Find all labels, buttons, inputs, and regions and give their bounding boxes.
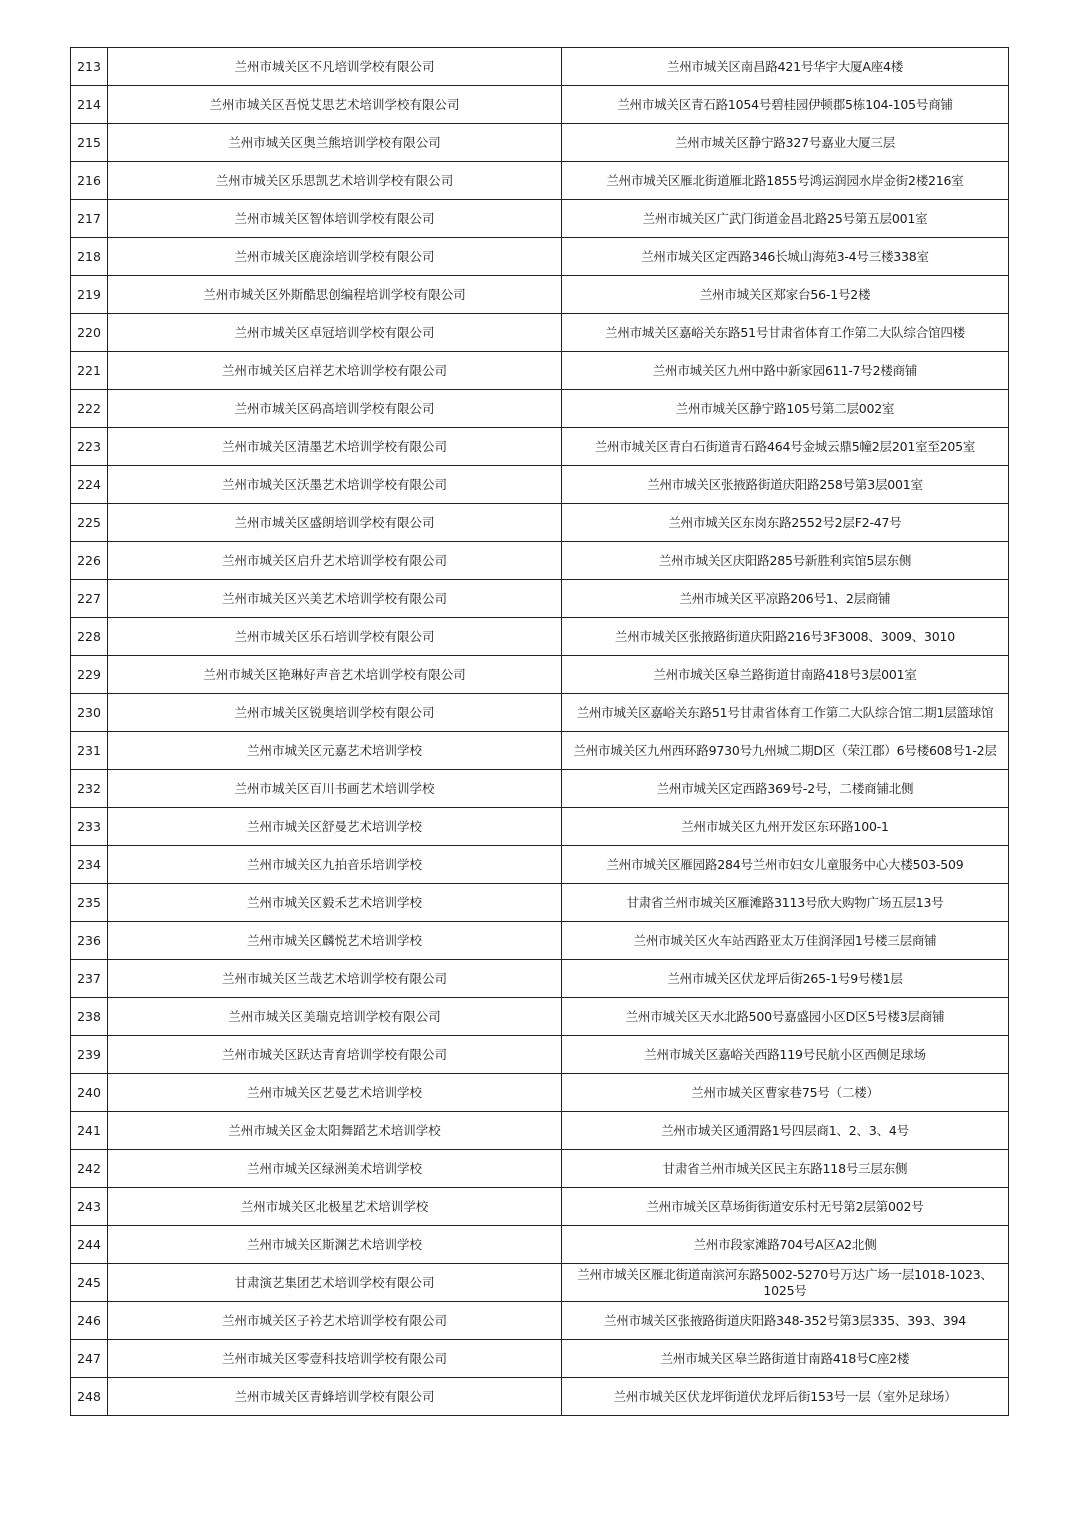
school-name-cell: 兰州市城关区启升艺术培训学校有限公司 bbox=[108, 542, 562, 580]
school-name-cell: 兰州市城关区吾悦艾思艺术培训学校有限公司 bbox=[108, 86, 562, 124]
school-address-cell: 兰州市城关区雁北街道南滨河东路5002-5270号万达广场一层1018-1023、1025号 bbox=[562, 1264, 1009, 1302]
school-address-cell: 兰州市城关区伏龙坪后街265-1号9号楼1层 bbox=[562, 960, 1009, 998]
school-name-cell: 兰州市城关区美瑞克培训学校有限公司 bbox=[108, 998, 562, 1036]
school-address-cell: 兰州市段家滩路704号A区A2北侧 bbox=[562, 1226, 1009, 1264]
row-number-cell: 216 bbox=[71, 162, 108, 200]
row-number-cell: 222 bbox=[71, 390, 108, 428]
table-row bbox=[71, 542, 1009, 580]
school-name-cell: 兰州市城关区元嘉艺术培训学校 bbox=[108, 732, 562, 770]
school-name-cell: 兰州市城关区子衿艺术培训学校有限公司 bbox=[108, 1302, 562, 1340]
school-registry-table bbox=[70, 47, 1009, 1416]
row-number-cell: 241 bbox=[71, 1112, 108, 1150]
table-row bbox=[71, 390, 1009, 428]
table-row bbox=[71, 352, 1009, 390]
school-name-cell: 兰州市城关区外斯酷思创编程培训学校有限公司 bbox=[108, 276, 562, 314]
school-name-cell: 兰州市城关区兰哉艺术培训学校有限公司 bbox=[108, 960, 562, 998]
school-name-cell: 兰州市城关区码高培训学校有限公司 bbox=[108, 390, 562, 428]
school-name-cell: 兰州市城关区鹿涂培训学校有限公司 bbox=[108, 238, 562, 276]
school-address-cell: 兰州市城关区东岗东路2552号2层F2-47号 bbox=[562, 504, 1009, 542]
school-name-cell: 兰州市城关区金太阳舞蹈艺术培训学校 bbox=[108, 1112, 562, 1150]
row-number-cell: 227 bbox=[71, 580, 108, 618]
table-row bbox=[71, 884, 1009, 922]
row-number-cell: 219 bbox=[71, 276, 108, 314]
school-address-cell: 兰州市城关区雁园路284号兰州市妇女儿童服务中心大楼503-509 bbox=[562, 846, 1009, 884]
school-address-cell: 兰州市城关区静宁路105号第二层002室 bbox=[562, 390, 1009, 428]
row-number-cell: 217 bbox=[71, 200, 108, 238]
school-address-cell: 兰州市城关区皋兰路街道甘南路418号C座2楼 bbox=[562, 1340, 1009, 1378]
school-name-cell: 兰州市城关区乐思凯艺术培训学校有限公司 bbox=[108, 162, 562, 200]
school-name-cell: 兰州市城关区百川书画艺术培训学校 bbox=[108, 770, 562, 808]
row-number-cell: 234 bbox=[71, 846, 108, 884]
row-number-cell: 223 bbox=[71, 428, 108, 466]
row-number-cell: 215 bbox=[71, 124, 108, 162]
school-name-cell: 兰州市城关区乐石培训学校有限公司 bbox=[108, 618, 562, 656]
school-address-cell: 兰州市城关区庆阳路285号新胜利宾馆5层东侧 bbox=[562, 542, 1009, 580]
table-row bbox=[71, 694, 1009, 732]
row-number-cell: 228 bbox=[71, 618, 108, 656]
row-number-cell: 213 bbox=[71, 48, 108, 86]
table-row bbox=[71, 770, 1009, 808]
school-address-cell: 兰州市城关区嘉峪关东路51号甘肃省体育工作第二大队综合馆四楼 bbox=[562, 314, 1009, 352]
school-address-cell: 兰州市城关区通渭路1号四层商1、2、3、4号 bbox=[562, 1112, 1009, 1150]
school-address-cell: 兰州市城关区张掖路街道庆阳路348-352号第3层335、393、394 bbox=[562, 1302, 1009, 1340]
school-name-cell: 兰州市城关区青蜂培训学校有限公司 bbox=[108, 1378, 562, 1416]
school-name-cell: 兰州市城关区盛朗培训学校有限公司 bbox=[108, 504, 562, 542]
school-address-cell: 甘肃省兰州市城关区民主东路118号三层东侧 bbox=[562, 1150, 1009, 1188]
registry-table-body bbox=[71, 48, 1009, 1416]
table-row bbox=[71, 732, 1009, 770]
table-row bbox=[71, 1150, 1009, 1188]
school-name-cell: 兰州市城关区启祥艺术培训学校有限公司 bbox=[108, 352, 562, 390]
table-row bbox=[71, 580, 1009, 618]
row-number-cell: 240 bbox=[71, 1074, 108, 1112]
school-address-cell: 兰州市城关区平凉路206号1、2层商铺 bbox=[562, 580, 1009, 618]
school-name-cell: 兰州市城关区麟悦艺术培训学校 bbox=[108, 922, 562, 960]
row-number-cell: 214 bbox=[71, 86, 108, 124]
school-address-cell: 兰州市城关区九州开发区东环路100-1 bbox=[562, 808, 1009, 846]
school-address-cell: 兰州市城关区雁北街道雁北路1855号鸿运润园水岸金街2楼216室 bbox=[562, 162, 1009, 200]
row-number-cell: 242 bbox=[71, 1150, 108, 1188]
row-number-cell: 244 bbox=[71, 1226, 108, 1264]
school-address-cell: 兰州市城关区曹家巷75号（二楼） bbox=[562, 1074, 1009, 1112]
school-address-cell: 兰州市城关区嘉峪关东路51号甘肃省体育工作第二大队综合馆二期1层篮球馆 bbox=[562, 694, 1009, 732]
table-row bbox=[71, 86, 1009, 124]
row-number-cell: 248 bbox=[71, 1378, 108, 1416]
row-number-cell: 243 bbox=[71, 1188, 108, 1226]
table-row bbox=[71, 200, 1009, 238]
row-number-cell: 233 bbox=[71, 808, 108, 846]
school-name-cell: 兰州市城关区兴美艺术培训学校有限公司 bbox=[108, 580, 562, 618]
school-name-cell: 兰州市城关区绿洲美术培训学校 bbox=[108, 1150, 562, 1188]
table-row bbox=[71, 466, 1009, 504]
table-row bbox=[71, 428, 1009, 466]
school-name-cell: 兰州市城关区斯渊艺术培训学校 bbox=[108, 1226, 562, 1264]
school-address-cell: 兰州市城关区天水北路500号嘉盛园小区D区5号楼3层商铺 bbox=[562, 998, 1009, 1036]
school-name-cell: 甘肃演艺集团艺术培训学校有限公司 bbox=[108, 1264, 562, 1302]
school-name-cell: 兰州市城关区卓冠培训学校有限公司 bbox=[108, 314, 562, 352]
school-name-cell: 兰州市城关区零壹科技培训学校有限公司 bbox=[108, 1340, 562, 1378]
school-address-cell: 兰州市城关区九州西环路9730号九州城二期D区（荣江郡）6号楼608号1-2层 bbox=[562, 732, 1009, 770]
school-address-cell: 兰州市城关区火车站西路亚太万佳润泽园1号楼三层商铺 bbox=[562, 922, 1009, 960]
school-address-cell: 兰州市城关区静宁路327号嘉业大厦三层 bbox=[562, 124, 1009, 162]
school-address-cell: 兰州市城关区郑家台56-1号2楼 bbox=[562, 276, 1009, 314]
table-row bbox=[71, 1036, 1009, 1074]
school-name-cell: 兰州市城关区智体培训学校有限公司 bbox=[108, 200, 562, 238]
table-row bbox=[71, 1264, 1009, 1302]
row-number-cell: 230 bbox=[71, 694, 108, 732]
school-name-cell: 兰州市城关区清墨艺术培训学校有限公司 bbox=[108, 428, 562, 466]
table-row bbox=[71, 960, 1009, 998]
table-row bbox=[71, 656, 1009, 694]
table-row bbox=[71, 1340, 1009, 1378]
table-row bbox=[71, 1074, 1009, 1112]
school-address-cell: 兰州市城关区草场街街道安乐村无号第2层第002号 bbox=[562, 1188, 1009, 1226]
row-number-cell: 236 bbox=[71, 922, 108, 960]
table-row bbox=[71, 238, 1009, 276]
table-row bbox=[71, 922, 1009, 960]
row-number-cell: 220 bbox=[71, 314, 108, 352]
school-address-cell: 兰州市城关区青白石街道青石路464号金城云鼎5幢2层201室至205室 bbox=[562, 428, 1009, 466]
row-number-cell: 235 bbox=[71, 884, 108, 922]
row-number-cell: 237 bbox=[71, 960, 108, 998]
school-name-cell: 兰州市城关区九拍音乐培训学校 bbox=[108, 846, 562, 884]
table-row bbox=[71, 48, 1009, 86]
school-name-cell: 兰州市城关区不凡培训学校有限公司 bbox=[108, 48, 562, 86]
table-row bbox=[71, 1112, 1009, 1150]
school-address-cell: 兰州市城关区青石路1054号碧桂园伊顿郡5栋104-105号商铺 bbox=[562, 86, 1009, 124]
school-name-cell: 兰州市城关区舒曼艺术培训学校 bbox=[108, 808, 562, 846]
row-number-cell: 247 bbox=[71, 1340, 108, 1378]
row-number-cell: 226 bbox=[71, 542, 108, 580]
row-number-cell: 239 bbox=[71, 1036, 108, 1074]
school-name-cell: 兰州市城关区艳琳好声音艺术培训学校有限公司 bbox=[108, 656, 562, 694]
table-row bbox=[71, 1226, 1009, 1264]
table-row bbox=[71, 276, 1009, 314]
table-row bbox=[71, 998, 1009, 1036]
row-number-cell: 246 bbox=[71, 1302, 108, 1340]
row-number-cell: 245 bbox=[71, 1264, 108, 1302]
table-row bbox=[71, 314, 1009, 352]
table-row bbox=[71, 504, 1009, 542]
table-row bbox=[71, 1302, 1009, 1340]
school-name-cell: 兰州市城关区锐奥培训学校有限公司 bbox=[108, 694, 562, 732]
school-address-cell: 兰州市城关区九州中路中新家园611-7号2楼商铺 bbox=[562, 352, 1009, 390]
row-number-cell: 229 bbox=[71, 656, 108, 694]
row-number-cell: 232 bbox=[71, 770, 108, 808]
school-name-cell: 兰州市城关区奥兰熊培训学校有限公司 bbox=[108, 124, 562, 162]
school-name-cell: 兰州市城关区北极星艺术培训学校 bbox=[108, 1188, 562, 1226]
table-row bbox=[71, 162, 1009, 200]
school-address-cell: 兰州市城关区定西路346长城山海苑3-4号三楼338室 bbox=[562, 238, 1009, 276]
school-address-cell: 兰州市城关区张掖路街道庆阳路216号3F3008、3009、3010 bbox=[562, 618, 1009, 656]
school-address-cell: 兰州市城关区张掖路街道庆阳路258号第3层001室 bbox=[562, 466, 1009, 504]
school-address-cell: 兰州市城关区伏龙坪街道伏龙坪后街153号一层（室外足球场） bbox=[562, 1378, 1009, 1416]
school-name-cell: 兰州市城关区沃墨艺术培训学校有限公司 bbox=[108, 466, 562, 504]
row-number-cell: 238 bbox=[71, 998, 108, 1036]
table-row bbox=[71, 1378, 1009, 1416]
row-number-cell: 231 bbox=[71, 732, 108, 770]
school-address-cell: 兰州市城关区定西路369号-2号，二楼商铺北侧 bbox=[562, 770, 1009, 808]
row-number-cell: 218 bbox=[71, 238, 108, 276]
row-number-cell: 225 bbox=[71, 504, 108, 542]
school-name-cell: 兰州市城关区跃达青育培训学校有限公司 bbox=[108, 1036, 562, 1074]
table-row bbox=[71, 618, 1009, 656]
table-row bbox=[71, 808, 1009, 846]
school-address-cell: 兰州市城关区南昌路421号华宇大厦A座4楼 bbox=[562, 48, 1009, 86]
table-row bbox=[71, 846, 1009, 884]
row-number-cell: 224 bbox=[71, 466, 108, 504]
row-number-cell: 221 bbox=[71, 352, 108, 390]
school-address-cell: 兰州市城关区嘉峪关西路119号民航小区西侧足球场 bbox=[562, 1036, 1009, 1074]
school-address-cell: 甘肃省兰州市城关区雁滩路3113号欣大购物广场五层13号 bbox=[562, 884, 1009, 922]
table-row bbox=[71, 1188, 1009, 1226]
table-row bbox=[71, 124, 1009, 162]
school-name-cell: 兰州市城关区毅禾艺术培训学校 bbox=[108, 884, 562, 922]
school-name-cell: 兰州市城关区艺曼艺术培训学校 bbox=[108, 1074, 562, 1112]
school-address-cell: 兰州市城关区广武门街道金昌北路25号第五层001室 bbox=[562, 200, 1009, 238]
school-address-cell: 兰州市城关区皋兰路街道甘南路418号3层001室 bbox=[562, 656, 1009, 694]
